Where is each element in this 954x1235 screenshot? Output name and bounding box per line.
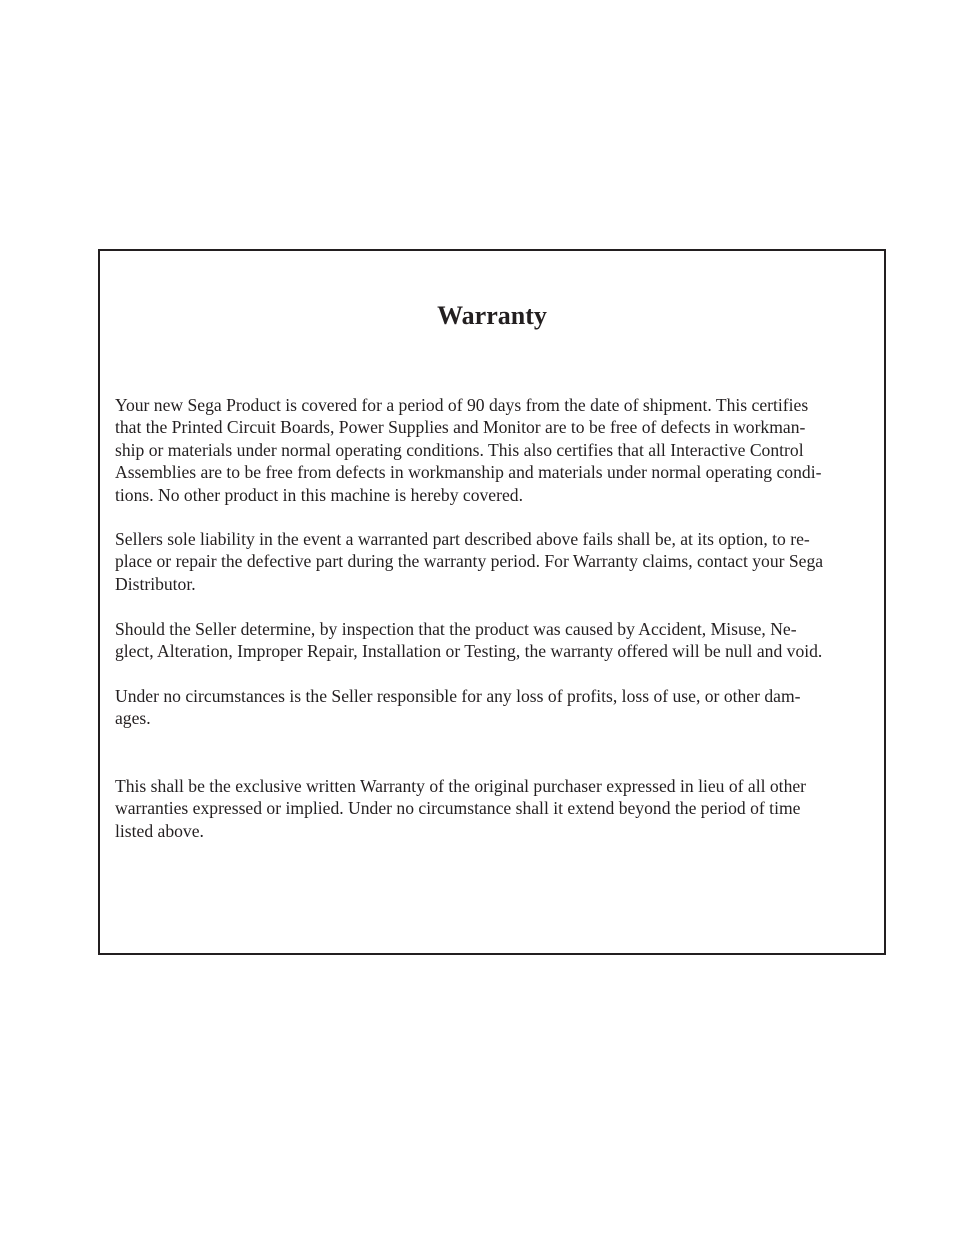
text-line: warranties expressed or implied. Under no circumstance shall it extend beyond the period of time	[115, 798, 801, 819]
text-line: Should the Seller determine, by inspection that the product was caused by Accident, Misuse, Ne-	[115, 619, 797, 639]
warranty-title: Warranty	[437, 301, 547, 330]
paragraph-exclusive-warranty	[115, 775, 877, 842]
text-line: Assemblies are to be free from defects in workmanship and materials under normal operating condi-	[115, 462, 822, 483]
text-line: Sellers sole liability in the event a warranted part described above fails shall be, at its option, to re-	[115, 529, 810, 549]
text-line: ship or materials under normal operating conditions. This also certifies that all Interactive Control	[115, 439, 804, 460]
paragraph-liability	[115, 528, 877, 595]
text-line: This shall be the exclusive written Warranty of the original purchaser expressed in lieu of all other	[115, 776, 807, 796]
text-line: Under no circumstances is the Seller responsible for any loss of profits, loss of use, or other dam-	[115, 686, 801, 706]
paragraph-void-conditions	[115, 618, 877, 663]
text-line: Distributor.	[115, 573, 196, 594]
text-line: place or repair the defective part during the warranty period. For Warranty claims, contact your Sega	[115, 551, 824, 572]
paragraph-coverage	[115, 394, 877, 506]
paragraph-damages	[115, 685, 877, 730]
text-line: Your new Sega Product is covered for a period of 90 days from the date of shipment. This certifies	[115, 395, 809, 415]
text-line: that the Printed Circuit Boards, Power Supplies and Monitor are to be free of defects in workman-	[115, 417, 806, 438]
text-line: ages.	[115, 708, 151, 729]
text-line: glect, Alteration, Improper Repair, Installation or Testing, the warranty offered will be null and void.	[115, 641, 823, 662]
text-line: tions. No other product in this machine is hereby covered.	[115, 484, 523, 505]
warranty-box	[98, 249, 886, 955]
text-line: listed above.	[115, 820, 204, 841]
